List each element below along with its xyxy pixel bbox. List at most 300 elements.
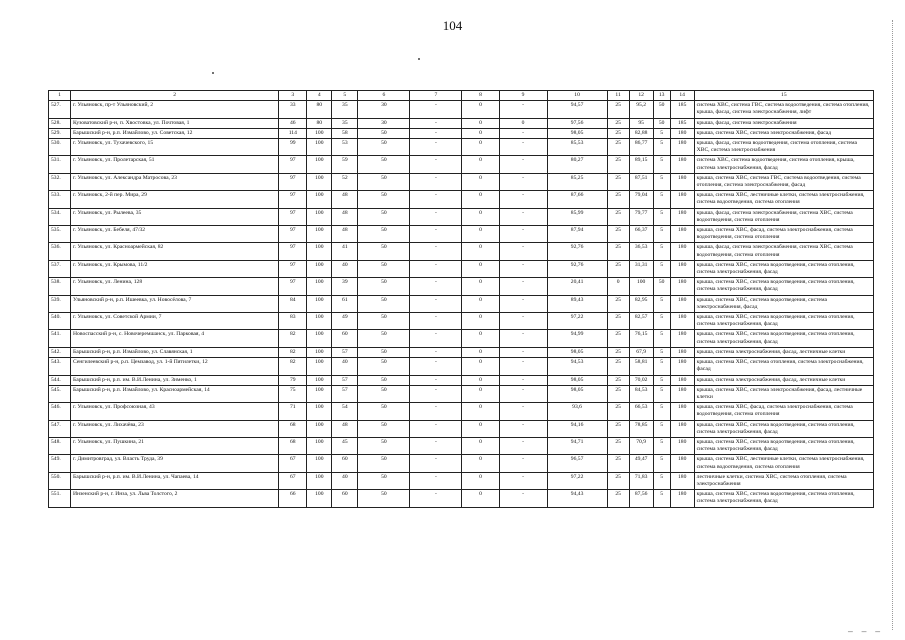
col-14-value: 180	[670, 437, 694, 454]
row-number: 537.	[49, 260, 71, 277]
col-4-value: 100	[307, 420, 332, 437]
col-6-value: 50	[358, 278, 410, 295]
address: г. Ульяновск, ул. Советской Армии, 7	[71, 313, 279, 330]
col-12-value: 95	[629, 118, 653, 128]
col-4-value: 100	[307, 403, 332, 420]
col-5-value: 40	[332, 472, 358, 489]
col-7-value: -	[410, 385, 462, 402]
col-13-value: 5	[653, 330, 670, 347]
col-3-value: 68	[279, 437, 307, 454]
col-13-value: 5	[653, 347, 670, 357]
row-number: 542.	[49, 347, 71, 357]
work-types: крыша, система ХВС, система электроснабжения, фасад, лестничные клетки	[694, 385, 873, 402]
col-7-value: -	[410, 191, 462, 208]
column-number-cell: 1	[49, 91, 71, 101]
row-number: 543.	[49, 358, 71, 375]
col-4-value: 80	[307, 118, 332, 128]
column-number-cell: 10	[547, 91, 607, 101]
col-10-value: 94,53	[547, 358, 607, 375]
address: Новоспасский р-н, с. Новочеремшанск, ул. Парковая, 4	[71, 330, 279, 347]
column-number-cell: 3	[279, 91, 307, 101]
col-12-value: 89,15	[629, 156, 653, 173]
col-11-value: 25	[607, 472, 629, 489]
col-4-value: 100	[307, 226, 332, 243]
table-row	[49, 118, 874, 128]
col-11-value: 25	[607, 118, 629, 128]
col-8-value: 0	[462, 472, 499, 489]
speck-mark	[418, 58, 420, 60]
col-7-value: -	[410, 472, 462, 489]
col-5-value: 48	[332, 226, 358, 243]
col-3-value: 46	[279, 118, 307, 128]
col-8-value: 0	[462, 139, 499, 156]
col-10-value: 85,53	[547, 139, 607, 156]
row-number: 551.	[49, 490, 71, 507]
col-7-value: -	[410, 118, 462, 128]
col-13-value: 50	[653, 101, 670, 118]
col-5-value: 52	[332, 173, 358, 190]
col-9-value: -	[499, 208, 547, 225]
column-number-cell: 12	[629, 91, 653, 101]
footer-marks: — — —	[848, 628, 883, 637]
speck-mark	[212, 72, 214, 74]
col-4-value: 100	[307, 295, 332, 312]
table-row	[49, 226, 874, 243]
col-8-value: 0	[462, 420, 499, 437]
row-number: 535.	[49, 226, 71, 243]
col-6-value: 50	[358, 420, 410, 437]
address: Сенгилеевский р-н, р.п. Цемзавод, ул. 1-й Пятилетки, 12	[71, 358, 279, 375]
register-table	[48, 90, 874, 508]
col-8-value: 0	[462, 455, 499, 472]
column-number-cell: 13	[653, 91, 670, 101]
row-number: 530.	[49, 139, 71, 156]
col-7-value: -	[410, 173, 462, 190]
table-row	[49, 420, 874, 437]
col-12-value: 87,51	[629, 173, 653, 190]
col-13-value: 5	[653, 385, 670, 402]
col-4-value: 80	[307, 101, 332, 118]
column-number-cell: 11	[607, 91, 629, 101]
col-7-value: -	[410, 226, 462, 243]
table-row	[49, 403, 874, 420]
row-number: 529.	[49, 128, 71, 138]
col-10-value: 94,43	[547, 490, 607, 507]
table-row	[49, 156, 874, 173]
col-12-value: 79,04	[629, 191, 653, 208]
col-13-value: 5	[653, 260, 670, 277]
col-11-value: 25	[607, 260, 629, 277]
col-3-value: 67	[279, 472, 307, 489]
col-10-value: 92,76	[547, 243, 607, 260]
col-6-value: 50	[358, 191, 410, 208]
address: г. Ульяновск, ул. Тухачевского, 15	[71, 139, 279, 156]
col-5-value: 60	[332, 455, 358, 472]
col-5-value: 57	[332, 385, 358, 402]
row-number: 539.	[49, 295, 71, 312]
col-6-value: 50	[358, 208, 410, 225]
address: г. Ульяновск, пр-т Ульяновский, 2	[71, 101, 279, 118]
column-numbers-row	[49, 91, 874, 101]
col-7-value: -	[410, 403, 462, 420]
work-types: крыша, система электроснабжения, фасад, лестничные клетки	[694, 375, 873, 385]
col-13-value: 5	[653, 375, 670, 385]
col-10-value: 85,99	[547, 208, 607, 225]
col-6-value: 50	[358, 128, 410, 138]
column-number-cell: 8	[462, 91, 499, 101]
col-6-value: 50	[358, 139, 410, 156]
col-14-value: 185	[670, 118, 694, 128]
table-row	[49, 173, 874, 190]
col-7-value: -	[410, 243, 462, 260]
col-6-value: 50	[358, 330, 410, 347]
col-12-value: 82,95	[629, 295, 653, 312]
col-10-value: 80,27	[547, 156, 607, 173]
col-13-value: 5	[653, 139, 670, 156]
table-row	[49, 278, 874, 295]
col-10-value: 94,57	[547, 101, 607, 118]
col-13-value: 5	[653, 472, 670, 489]
col-3-value: 79	[279, 375, 307, 385]
work-types: система ХВС, система ГВС, система водоотведения, система отопления, крыша, фасад, система электроснабжения, лифт	[694, 101, 873, 118]
col-4-value: 100	[307, 455, 332, 472]
col-7-value: -	[410, 295, 462, 312]
column-number-cell: 15	[694, 91, 873, 101]
col-7-value: -	[410, 375, 462, 385]
col-10-value: 94,71	[547, 437, 607, 454]
col-5-value: 40	[332, 260, 358, 277]
col-13-value: 5	[653, 226, 670, 243]
col-7-value: -	[410, 101, 462, 118]
col-7-value: -	[410, 139, 462, 156]
col-3-value: 66	[279, 490, 307, 507]
table-row	[49, 330, 874, 347]
row-number: 536.	[49, 243, 71, 260]
col-11-value: 25	[607, 358, 629, 375]
col-3-value: 97	[279, 226, 307, 243]
work-types: крыша, система ХВС, система водоотведения, система отопления, система электроснабжения, фасад	[694, 260, 873, 277]
col-10-value: 85,25	[547, 173, 607, 190]
col-5-value: 35	[332, 118, 358, 128]
col-7-value: -	[410, 208, 462, 225]
table-row	[49, 347, 874, 357]
col-5-value: 57	[332, 375, 358, 385]
address: г. Ульяновск, ул. Бебеля, 47/32	[71, 226, 279, 243]
col-5-value: 61	[332, 295, 358, 312]
table-row	[49, 358, 874, 375]
col-4-value: 100	[307, 278, 332, 295]
col-4-value: 100	[307, 260, 332, 277]
col-3-value: 68	[279, 420, 307, 437]
work-types: крыша, система ХВС, система водоотведения, система электроснабжения, фасад	[694, 295, 873, 312]
col-11-value: 25	[607, 243, 629, 260]
col-11-value: 25	[607, 191, 629, 208]
col-11-value: 25	[607, 420, 629, 437]
col-3-value: 97	[279, 260, 307, 277]
col-5-value: 45	[332, 437, 358, 454]
col-9-value: -	[499, 472, 547, 489]
work-types: крыша, система ХВС, система водоотведения, система отопления, система электроснабжения, фасад	[694, 490, 873, 507]
column-number-cell: 7	[410, 91, 462, 101]
col-4-value: 100	[307, 173, 332, 190]
col-5-value: 35	[332, 101, 358, 118]
col-4-value: 100	[307, 313, 332, 330]
table-body	[49, 91, 874, 508]
col-12-value: 58,81	[629, 358, 653, 375]
col-9-value: -	[499, 330, 547, 347]
row-number: 534.	[49, 208, 71, 225]
col-4-value: 100	[307, 156, 332, 173]
col-3-value: 99	[279, 139, 307, 156]
col-9-value: -	[499, 139, 547, 156]
address: Барышский р-н, р.п. Измайлово, ул. Славянская, 1	[71, 347, 279, 357]
col-7-value: -	[410, 260, 462, 277]
col-3-value: 67	[279, 455, 307, 472]
col-10-value: 98,05	[547, 347, 607, 357]
row-number: 531.	[49, 156, 71, 173]
table-row	[49, 191, 874, 208]
col-14-value: 180	[670, 243, 694, 260]
col-12-value: 95,2	[629, 101, 653, 118]
col-10-value: 98,05	[547, 128, 607, 138]
address: г. Ульяновск, ул. Пушкина, 21	[71, 437, 279, 454]
col-13-value: 50	[653, 118, 670, 128]
col-5-value: 48	[332, 208, 358, 225]
work-types: крыша, система ХВС, система отопления, система электроснабжения, фасад	[694, 358, 873, 375]
col-14-value: 180	[670, 139, 694, 156]
col-10-value: 87,94	[547, 226, 607, 243]
work-types: крыша, система ХВС, система водоотведения, система отопления, система электроснабжения, фасад	[694, 313, 873, 330]
row-number: 550.	[49, 472, 71, 489]
col-4-value: 100	[307, 208, 332, 225]
row-number: 540.	[49, 313, 71, 330]
col-12-value: 84,53	[629, 385, 653, 402]
col-9-value: -	[499, 173, 547, 190]
col-14-value: 180	[670, 358, 694, 375]
col-8-value: 0	[462, 313, 499, 330]
col-14-value: 180	[670, 385, 694, 402]
column-number-cell: 4	[307, 91, 332, 101]
col-5-value: 60	[332, 490, 358, 507]
col-13-value: 5	[653, 208, 670, 225]
col-11-value: 25	[607, 128, 629, 138]
col-8-value: 0	[462, 375, 499, 385]
col-9-value: -	[499, 156, 547, 173]
column-number-cell: 2	[71, 91, 279, 101]
col-3-value: 97	[279, 156, 307, 173]
table-row	[49, 139, 874, 156]
col-14-value: 180	[670, 403, 694, 420]
address: Кузоватовский р-н, п. Хвостовка, ул. Почтовая, 1	[71, 118, 279, 128]
address: Барышский р-н, р.п. Измайлово, ул. Советская, 12	[71, 128, 279, 138]
col-13-value: 5	[653, 173, 670, 190]
row-number: 533.	[49, 191, 71, 208]
col-10-value: 98,05	[547, 375, 607, 385]
col-8-value: 0	[462, 128, 499, 138]
col-7-value: -	[410, 490, 462, 507]
col-9-value: -	[499, 295, 547, 312]
col-9-value: -	[499, 243, 547, 260]
col-3-value: 97	[279, 173, 307, 190]
col-13-value: 5	[653, 455, 670, 472]
work-types: крыша, система ХВС, фасад, система электроснабжения, система водоотведения, система отопления	[694, 226, 873, 243]
column-number-cell: 14	[670, 91, 694, 101]
work-types: крыша, система ХВС, система водоотведения, система отопления, система электроснабжения, фасад	[694, 278, 873, 295]
col-3-value: 75	[279, 385, 307, 402]
col-3-value: 71	[279, 403, 307, 420]
col-5-value: 57	[332, 347, 358, 357]
col-8-value: 0	[462, 191, 499, 208]
work-types: крыша, система ХВС, система ГВС, система водоотведения, система отопления, система электроснабжения, фасад	[694, 173, 873, 190]
col-7-value: -	[410, 156, 462, 173]
row-number: 544.	[49, 375, 71, 385]
col-9-value: -	[499, 375, 547, 385]
work-types: система ХВС, система водоотведения, система отопления, крыша, система электроснабжения, фасад	[694, 156, 873, 173]
col-5-value: 53	[332, 139, 358, 156]
col-13-value: 5	[653, 191, 670, 208]
col-4-value: 100	[307, 358, 332, 375]
table-row	[49, 472, 874, 489]
table-row	[49, 437, 874, 454]
col-11-value: 25	[607, 437, 629, 454]
col-14-value: 180	[670, 330, 694, 347]
col-8-value: 0	[462, 118, 499, 128]
col-3-value: 82	[279, 330, 307, 347]
col-6-value: 50	[358, 403, 410, 420]
col-13-value: 5	[653, 358, 670, 375]
address: Барышский р-н, р.п. им. В.И.Ленина, ул. Зименко, 1	[71, 375, 279, 385]
address: Барышский р-н, р.п. Измайлово, ул. Красноармейская, 14	[71, 385, 279, 402]
col-5-value: 39	[332, 278, 358, 295]
work-types: крыша, система электроснабжения, фасад, лестничные клетки	[694, 347, 873, 357]
col-5-value: 41	[332, 243, 358, 260]
col-7-value: -	[410, 313, 462, 330]
col-11-value: 25	[607, 455, 629, 472]
col-13-value: 5	[653, 295, 670, 312]
col-7-value: -	[410, 347, 462, 357]
col-14-value: 180	[670, 455, 694, 472]
col-8-value: 0	[462, 330, 499, 347]
table-row	[49, 128, 874, 138]
col-6-value: 50	[358, 385, 410, 402]
col-11-value: 25	[607, 313, 629, 330]
col-14-value: 180	[670, 295, 694, 312]
col-14-value: 180	[670, 173, 694, 190]
row-number: 549.	[49, 455, 71, 472]
col-12-value: 66,37	[629, 226, 653, 243]
work-types: крыша, фасад, система электроснабжения	[694, 118, 873, 128]
col-13-value: 5	[653, 243, 670, 260]
table-row	[49, 243, 874, 260]
table-row	[49, 375, 874, 385]
col-10-value: 94,99	[547, 330, 607, 347]
col-13-value: 5	[653, 403, 670, 420]
col-12-value: 76,15	[629, 330, 653, 347]
col-6-value: 30	[358, 101, 410, 118]
col-8-value: 0	[462, 208, 499, 225]
work-types: крыша, система ХВС, система электроснабжения, фасад	[694, 128, 873, 138]
col-4-value: 100	[307, 472, 332, 489]
col-10-value: 20,41	[547, 278, 607, 295]
table-row	[49, 455, 874, 472]
col-6-value: 50	[358, 347, 410, 357]
row-number: 547.	[49, 420, 71, 437]
row-number: 538.	[49, 278, 71, 295]
col-5-value: 40	[332, 358, 358, 375]
col-13-value: 5	[653, 490, 670, 507]
col-12-value: 78,85	[629, 420, 653, 437]
margin-marks	[892, 20, 903, 630]
col-9-value: -	[499, 385, 547, 402]
col-7-value: -	[410, 420, 462, 437]
col-6-value: 30	[358, 118, 410, 128]
col-11-value: 25	[607, 403, 629, 420]
col-8-value: 0	[462, 156, 499, 173]
col-9-value: -	[499, 437, 547, 454]
col-9-value: -	[499, 101, 547, 118]
col-8-value: 0	[462, 347, 499, 357]
col-4-value: 100	[307, 490, 332, 507]
col-4-value: 100	[307, 375, 332, 385]
col-8-value: 0	[462, 278, 499, 295]
col-3-value: 97	[279, 208, 307, 225]
col-7-value: -	[410, 330, 462, 347]
register-table-wrapper	[48, 90, 874, 508]
col-12-value: 82,57	[629, 313, 653, 330]
address: г. Ульяновск, ул. Лихачёва, 23	[71, 420, 279, 437]
col-4-value: 100	[307, 385, 332, 402]
col-9-value: -	[499, 455, 547, 472]
address: г. Ульяновск, ул. Пролетарская, 51	[71, 156, 279, 173]
table-row	[49, 385, 874, 402]
work-types: крыша, система ХВС, фасад, система электроснабжения, система водоотведения, система отопления	[694, 403, 873, 420]
col-14-value: 180	[670, 191, 694, 208]
col-14-value: 180	[670, 156, 694, 173]
col-14-value: 180	[670, 420, 694, 437]
address: г. Ульяновск, ул. Рылеева, 35	[71, 208, 279, 225]
col-5-value: 48	[332, 191, 358, 208]
col-12-value: 70,02	[629, 375, 653, 385]
row-number: 528.	[49, 118, 71, 128]
col-6-value: 50	[358, 437, 410, 454]
address: г. Ульяновск, ул. Профсоюзная, 43	[71, 403, 279, 420]
col-8-value: 0	[462, 173, 499, 190]
col-3-value: 84	[279, 295, 307, 312]
work-types: крыша, система ХВС, система водоотведения, система отопления, система электроснабжения, фасад	[694, 330, 873, 347]
row-number: 532.	[49, 173, 71, 190]
col-11-value: 25	[607, 156, 629, 173]
col-9-value: -	[499, 358, 547, 375]
col-3-value: 97	[279, 191, 307, 208]
col-8-value: 0	[462, 260, 499, 277]
col-11-value: 25	[607, 173, 629, 190]
col-5-value: 48	[332, 420, 358, 437]
col-9-value: -	[499, 490, 547, 507]
col-12-value: 66,53	[629, 403, 653, 420]
col-3-value: 82	[279, 358, 307, 375]
table-row	[49, 260, 874, 277]
address: г. Ульяновск, ул. Красноармейская, 82	[71, 243, 279, 260]
col-5-value: 60	[332, 330, 358, 347]
col-9-value: 0	[499, 118, 547, 128]
col-11-value: 25	[607, 375, 629, 385]
col-12-value: 87,56	[629, 490, 653, 507]
col-3-value: 97	[279, 278, 307, 295]
row-number: 546.	[49, 403, 71, 420]
col-14-value: 185	[670, 101, 694, 118]
row-number: 527.	[49, 101, 71, 118]
column-number-cell: 9	[499, 91, 547, 101]
